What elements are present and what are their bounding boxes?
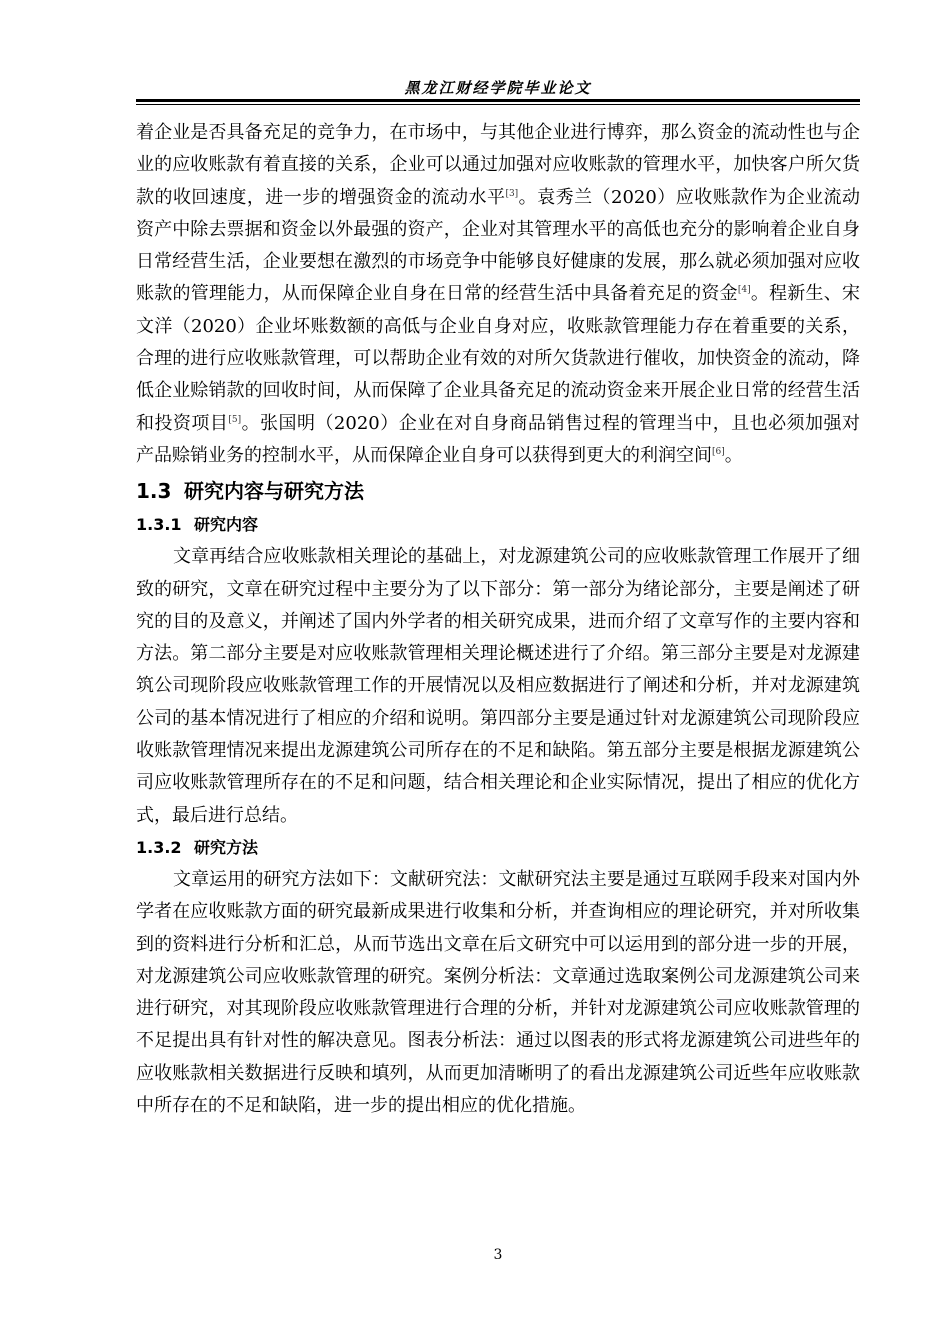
subsection-title: 研究方法 bbox=[194, 837, 259, 857]
subsection-heading-1-3-2 bbox=[136, 832, 860, 864]
paragraph-text: 。程新生、宋文洋（2020）企业坏账数额的高低与企业自身对应，收账款管理能力存在着重要的关系，合理的进行应收账款管理，可以帮助企业有效的对所欠货款进行催收，加快资金的流动，降低企业赊销款的回收时间，从而保障了企业具备充足的流动资金来开展企业日常的经营生活和投资项目 bbox=[136, 283, 861, 434]
header-rule-thin bbox=[136, 104, 860, 105]
citation: [6] bbox=[712, 446, 725, 457]
subsection-title: 研究内容 bbox=[194, 515, 259, 535]
header-rule-thick bbox=[136, 99, 860, 102]
paragraph-text: 。 bbox=[724, 444, 743, 466]
subsection-number: 1.3.1 bbox=[136, 515, 182, 535]
section-heading-1-3 bbox=[136, 474, 860, 508]
subsection-heading-1-3-1 bbox=[136, 509, 860, 541]
page-content bbox=[136, 117, 860, 1122]
research-content-paragraph: 文章再结合应收账款相关理论的基础上，对龙源建筑公司的应收账款管理工作展开了细致的研究，文章在研究过程中主要分为了以下部分：第一部分为绪论部分，主要是阐述了研究的目的及意义，并阐述了国内外学者的相关研究成果，进而介绍了文章写作的主要内容和方法。第二部分主要是对应收账款管理相关理论概述进行了介绍。第三部分主要是对龙源建筑公司现阶段应收账款管理工作的开展情况以及相应数据进行了阐述和分析，并对龙源建筑公司的基本情况进行了相应的介绍和说明。第四部分主要是通过针对龙源建筑公司现阶段应收账款管理情况来提出龙源建筑公司所存在的不足和缺陷。第五部分主要是根据龙源建筑公司应收账款管理所存在的不足和问题，结合相关理论和企业实际情况，提出了相应的优化方式，最后进行总结。 bbox=[136, 546, 860, 826]
citation: [5] bbox=[228, 414, 242, 425]
page-number: 3 bbox=[493, 1247, 503, 1263]
literature-review-paragraph bbox=[136, 117, 860, 472]
subsection-number: 1.3.2 bbox=[136, 837, 182, 857]
research-method-paragraph: 文章运用的研究方法如下：文献研究法：文献研究法主要是通过互联网手段来对国内外学者在应收账款方面的研究最新成果进行收集和分析，并查询相应的理论研究，并对所收集到的资料进行分析和汇总，从而节选出文章在后文研究中可以运用到的部分进一步的开展，对龙源建筑公司应收账款管理的研究。案例分析法：文章通过选取案例公司龙源建筑公司来进行研究，对其现阶段应收账款管理进行合理的分析，并针对龙源建筑公司应收账款管理的不足提出具有针对性的解决意见。图表分析法：通过以图表的形式将龙源建筑公司进些年的应收账款相关数据进行反映和填列，从而更加清晰明了的看出龙源建筑公司近些年应收账款中所存在的不足和缺陷，进一步的提出相应的优化措施。 bbox=[136, 868, 860, 1117]
paragraph-text: 。袁秀兰（2020）应收账款作为企业流动资产中除去票据和资金以外最强的资产，企业对其管理水平的高低也充分的影响着企业自身日常经营生活，企业要想在激烈的市场竞争中能够良好健康的发展，那么就必须加强对应收账款的管理能力，从而保障企业自身在日常的经营生活中具备着充足的资金 bbox=[136, 186, 861, 305]
running-header: 黑龙江财经学院毕业论文 bbox=[404, 79, 592, 97]
citation: [3] bbox=[505, 188, 519, 199]
citation: [4] bbox=[737, 285, 751, 296]
section-title: 研究内容与研究方法 bbox=[184, 479, 364, 504]
paragraph-text: 着企业是否具备充足的竞争力，在市场中，与其他企业进行博弈，那么资金的流动性也与企业的应收账款有着直接的关系，企业可以通过加强对应收账款的管理水平，加快客户所欠货款的收回速度，进一步的增强资金的流动水平 bbox=[136, 122, 860, 208]
paragraph-text: 。张国明（2020）企业在对自身商品销售过程的管理当中，且也必须加强对产品赊销业务的控制水平，从而保障企业自身可以获得到更大的利润空间 bbox=[136, 412, 860, 466]
section-number: 1.3 bbox=[136, 479, 172, 504]
